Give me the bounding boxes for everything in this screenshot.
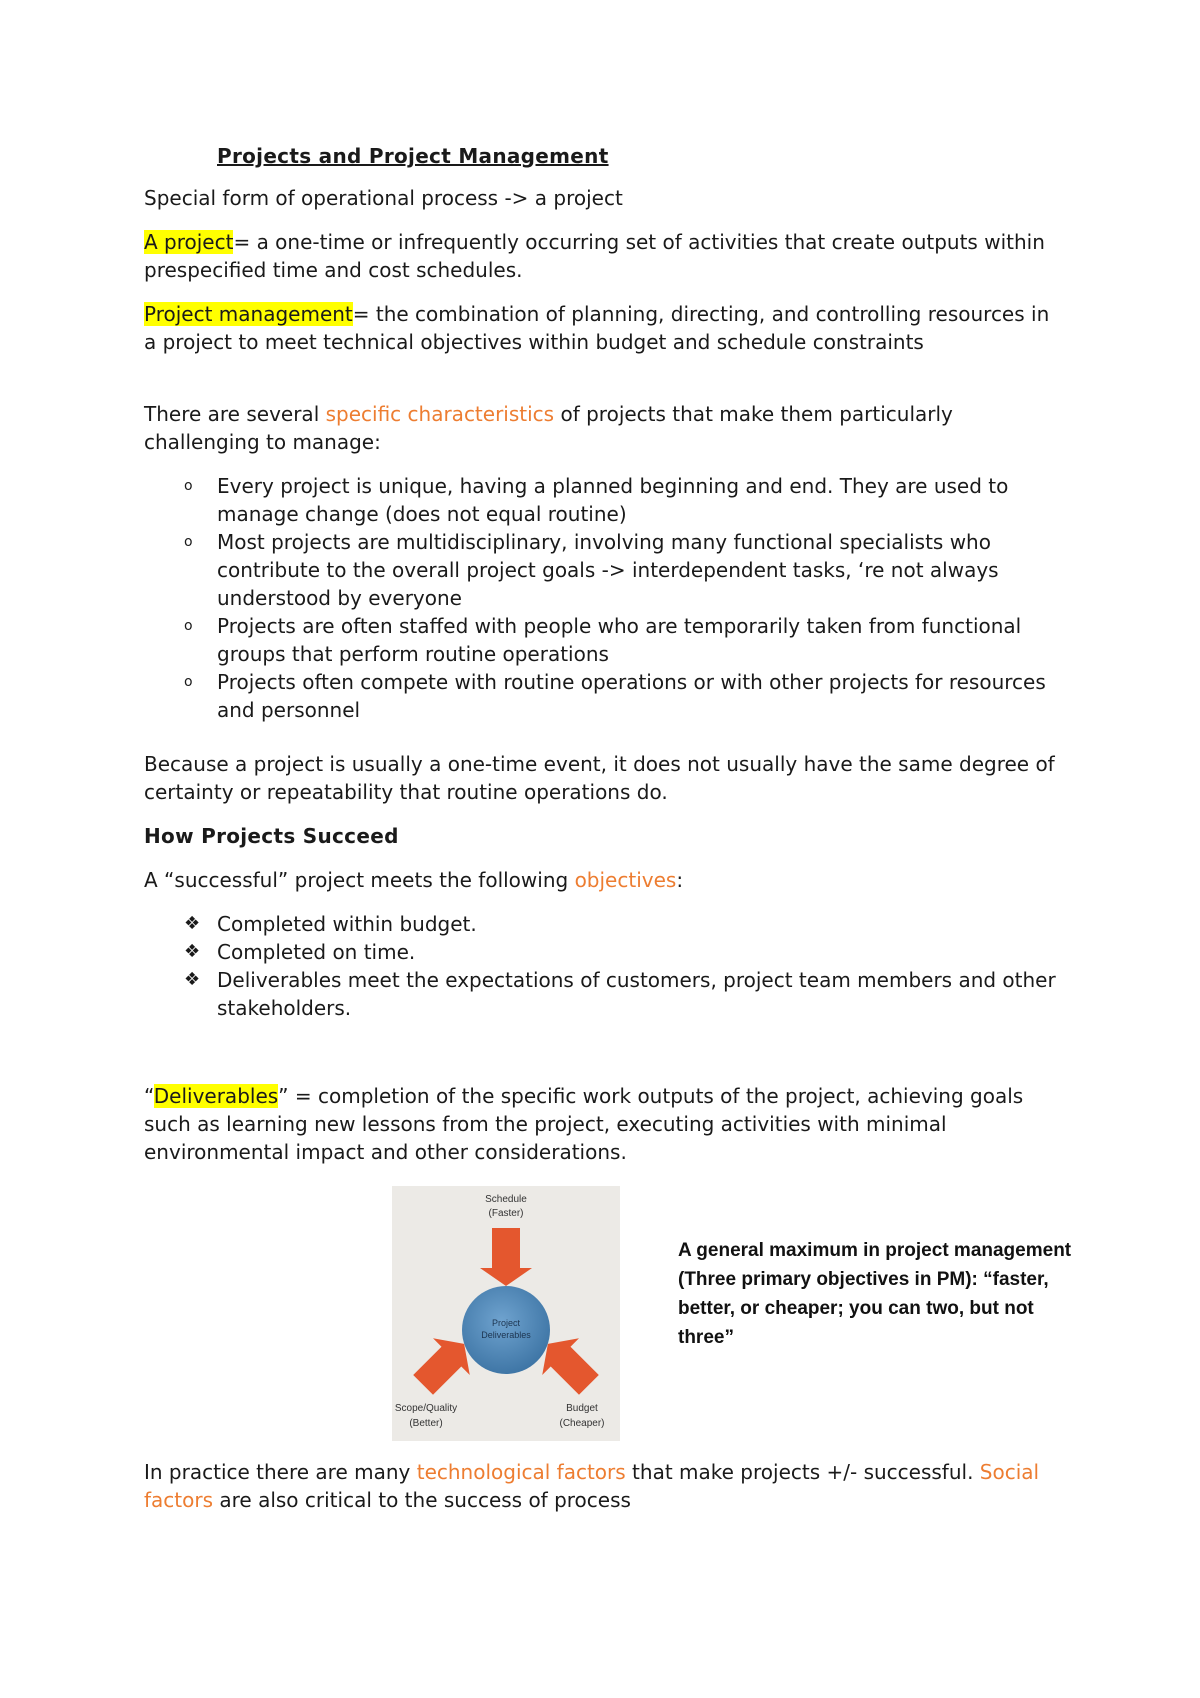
schedule-label: Schedule (485, 1194, 527, 1205)
list-item-text: Most projects are multidisciplinary, involving many functional specialists who contribute to the overall project goals -> interdependent tasks, ‘re not always understood by everyone (217, 530, 999, 610)
project-objectives-figure (392, 1186, 620, 1441)
list-item (144, 938, 1064, 966)
objectives-diagram (392, 1186, 620, 1441)
text-span: of projects that make them particularly challenging to manage: (144, 402, 953, 454)
diamond-bullet-icon: ❖ (184, 941, 201, 962)
accent-term: Social factors (144, 1460, 1040, 1512)
definition-project-management (144, 300, 1064, 356)
diamond-bullet-icon: ❖ (184, 913, 201, 934)
because-paragraph: Because a project is usually a one-time event, it does not usually have the same degree of certainty or repeatability that routine operations do. (144, 752, 1055, 804)
list-item (144, 910, 1064, 938)
successful-paragraph (144, 866, 1064, 894)
term-highlight: A project (144, 230, 234, 254)
circle-bullet-icon: o (184, 534, 193, 550)
closing-paragraph (144, 1458, 1064, 1514)
list-item-text: Projects are often staffed with people who are temporarily taken from functional groups that perform routine operations (217, 614, 1022, 666)
budget-label: (Cheaper) (559, 1418, 605, 1429)
definition-text: = a one-time or infrequently occurring set of activities that create outputs within prespecified time and cost schedules. (144, 230, 1045, 282)
section-heading: How Projects Succeed (144, 824, 399, 848)
list-item (144, 612, 1064, 668)
list-item-text: Completed within budget. (217, 912, 477, 936)
figure-caption: A general maximum in project management (Three primary objectives in PM): “faster, better, or cheaper; you can two, but not three” (678, 1240, 1072, 1348)
definition-project (144, 228, 1064, 284)
center-label: Deliverables (481, 1330, 531, 1340)
list-item (144, 966, 1064, 1022)
text-span: There are several (144, 402, 326, 426)
center-label: Project (491, 1318, 521, 1328)
list-item-text: Every project is unique, having a planned beginning and end. They are used to manage change (does not equal routine) (217, 474, 1009, 526)
text-span: that make projects +/- successful. (625, 1460, 980, 1484)
text-span: “ (144, 1084, 154, 1108)
budget-label: Budget (566, 1403, 598, 1414)
list-item (144, 528, 1064, 612)
term-highlight: Deliverables (153, 1084, 279, 1108)
scope-label: Scope/Quality (394, 1403, 458, 1414)
term-highlight: Project management (144, 302, 353, 326)
text-span: A “successful” project meets the following (144, 868, 575, 892)
text-span: ” = completion of the specific work outputs of the project, achieving goals such as learning new lessons from the project, executing activities with minimal environmental impact and other considerations. (144, 1084, 1024, 1164)
list-item-text: Projects often compete with routine operations or with other projects for resources and personnel (217, 670, 1046, 722)
list-item (144, 472, 1064, 528)
accent-term: objectives (574, 868, 677, 892)
text-span: : (676, 868, 684, 892)
accent-term: technological factors (416, 1460, 626, 1484)
deliverables-paragraph (144, 1082, 1064, 1166)
schedule-label: (Faster) (488, 1208, 524, 1219)
characteristics-list (144, 472, 1064, 724)
circle-bullet-icon: o (184, 478, 193, 494)
scope-label: (Better) (409, 1418, 443, 1429)
diamond-bullet-icon: ❖ (184, 969, 201, 990)
characteristics-paragraph (144, 400, 1064, 456)
intro-paragraph: Special form of operational process -> a project (144, 186, 623, 210)
text-span: are also critical to the success of process (213, 1488, 631, 1512)
list-item (144, 668, 1064, 724)
objectives-list (144, 910, 1064, 1022)
accent-term: specific characteristics (325, 402, 555, 426)
circle-bullet-icon: o (184, 618, 193, 634)
list-item-text: Completed on time. (217, 940, 416, 964)
text-span: In practice there are many (144, 1460, 417, 1484)
list-item-text: Deliverables meet the expectations of customers, project team members and other stakeholders. (217, 968, 1056, 1020)
definition-text: = the combination of planning, directing, and controlling resources in a project to meet technical objectives within budget and schedule constraints (144, 302, 1050, 354)
page-title: Projects and Project Management (217, 144, 609, 168)
circle-bullet-icon: o (184, 674, 193, 690)
